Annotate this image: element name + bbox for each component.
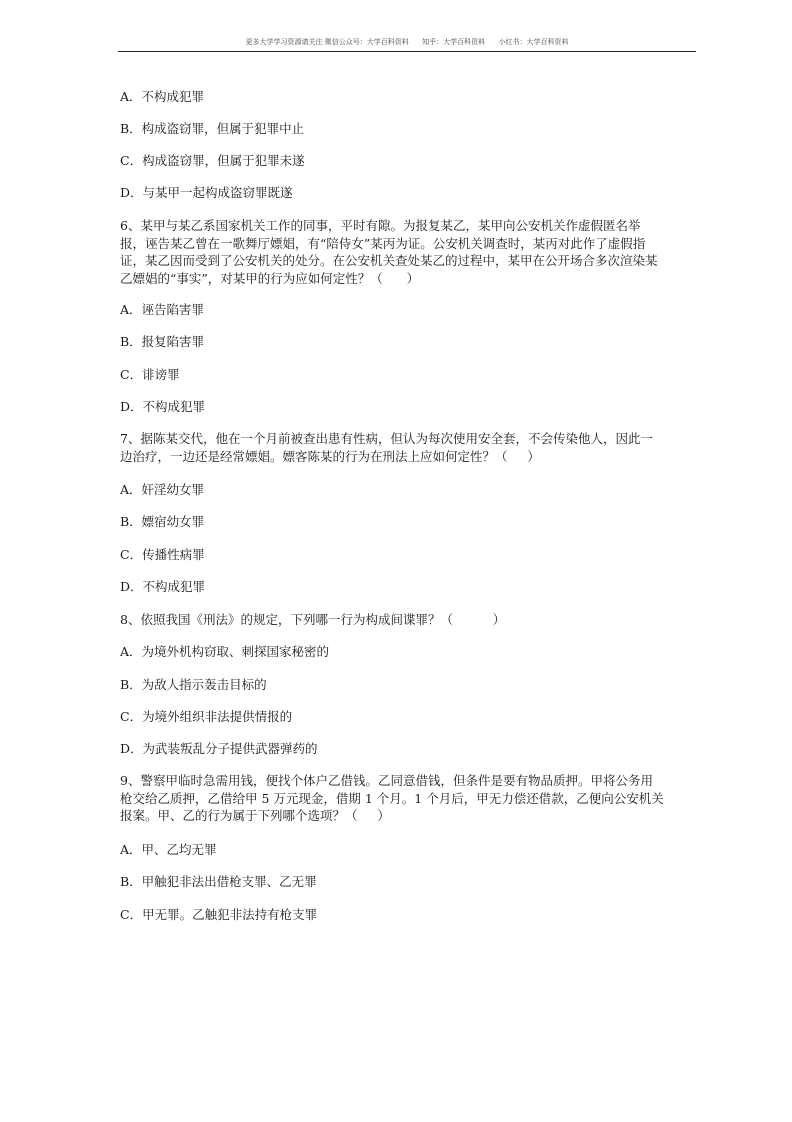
option-9a: A．甲、乙均无罪 xyxy=(120,842,217,857)
option-8a: A．为境外机构窃取、刺探国家秘密的 xyxy=(120,644,330,659)
question-8-line-1: 8、依照我国《刑法》的规定，下列哪一行为构成间谍罪？（ ） xyxy=(120,612,506,627)
question-6-line-2: 报，诬告某乙曾在一歌舞厅嫖娼，有“陪侍女”某丙为证。公安机关调查时，某丙对此作了虚假指 xyxy=(120,235,646,251)
question-6-line-4: 乙嫖娼的“事实”，对某甲的行为应如何定性？（ ） xyxy=(120,270,420,286)
question-9-line-2: 枪交给乙质押，乙借给甲 5 万元现金，借期 1 个月。1 个月后，甲无力偿还借款，乙便向公安机关 xyxy=(120,790,664,806)
option-7c: C．传播性病罪 xyxy=(120,547,205,562)
option-9c: C．甲无罪。乙触犯非法持有枪支罪 xyxy=(120,907,318,922)
question-9-line-1: 9、警察甲临时急需用钱，便找个体户乙借钱。乙同意借钱，但条件是要有物品质押。甲将公务用 xyxy=(120,773,653,788)
question-7 xyxy=(120,430,698,465)
question-7-line-2: 边治疗，一边还是经常嫖娼。嫖客陈某的行为在刑法上应如何定性？（ ） xyxy=(120,448,540,464)
question-6 xyxy=(120,217,698,287)
question-6-line-1: 6、某甲与某乙系国家机关工作的同事，平时有隙。为报复某乙，某甲向公安机关作虚假匿名举 xyxy=(120,218,641,233)
option-7a: A．奸淫幼女罪 xyxy=(120,482,205,497)
question-8 xyxy=(120,611,698,629)
option-5a: A．不构成犯罪 xyxy=(120,89,205,104)
option-5d: D．与某甲一起构成盗窃罪既遂 xyxy=(120,185,293,200)
option-6d: D．不构成犯罪 xyxy=(120,399,206,414)
option-5b: B．构成盗窃罪，但属于犯罪中止 xyxy=(120,121,305,136)
question-9-line-3: 报案。甲、乙的行为属于下列哪个选项？（ ） xyxy=(120,808,390,823)
option-5c: C．构成盗窃罪，但属于犯罪未遂 xyxy=(120,153,305,168)
option-7d: D．不构成犯罪 xyxy=(120,579,206,594)
option-6c: C．诽谤罪 xyxy=(120,367,180,382)
option-7b: B．嫖宿幼女罪 xyxy=(120,514,205,529)
question-6-line-3: 证，某乙因而受到了公安机关的处分。在公安机关查处某乙的过程中，某甲在公开场合多次渲染某 xyxy=(120,253,658,268)
question-7-line-1: 7、据陈某交代，他在一个月前被查出患有性病，但认为每次使用安全套，不会传染他人，因此一 xyxy=(120,431,653,446)
option-8b: B．为敌人指示轰击目标的 xyxy=(120,677,267,692)
option-6b: B．报复陷害罪 xyxy=(120,334,205,349)
option-9b: B．甲触犯非法出借枪支罪、乙无罪 xyxy=(120,874,317,889)
page-header: 更多大学学习资源请关注 微信公众号：大学百科资料 知乎：大学百科资料 小红书：大学百科资料 xyxy=(245,38,569,46)
option-6a: A．诬告陷害罪 xyxy=(120,302,205,317)
question-9 xyxy=(120,772,698,825)
option-8d: D．为武装叛乱分子提供武器弹药的 xyxy=(120,741,318,756)
option-8c: C．为境外组织非法提供情报的 xyxy=(120,709,293,724)
header-divider xyxy=(118,51,696,52)
